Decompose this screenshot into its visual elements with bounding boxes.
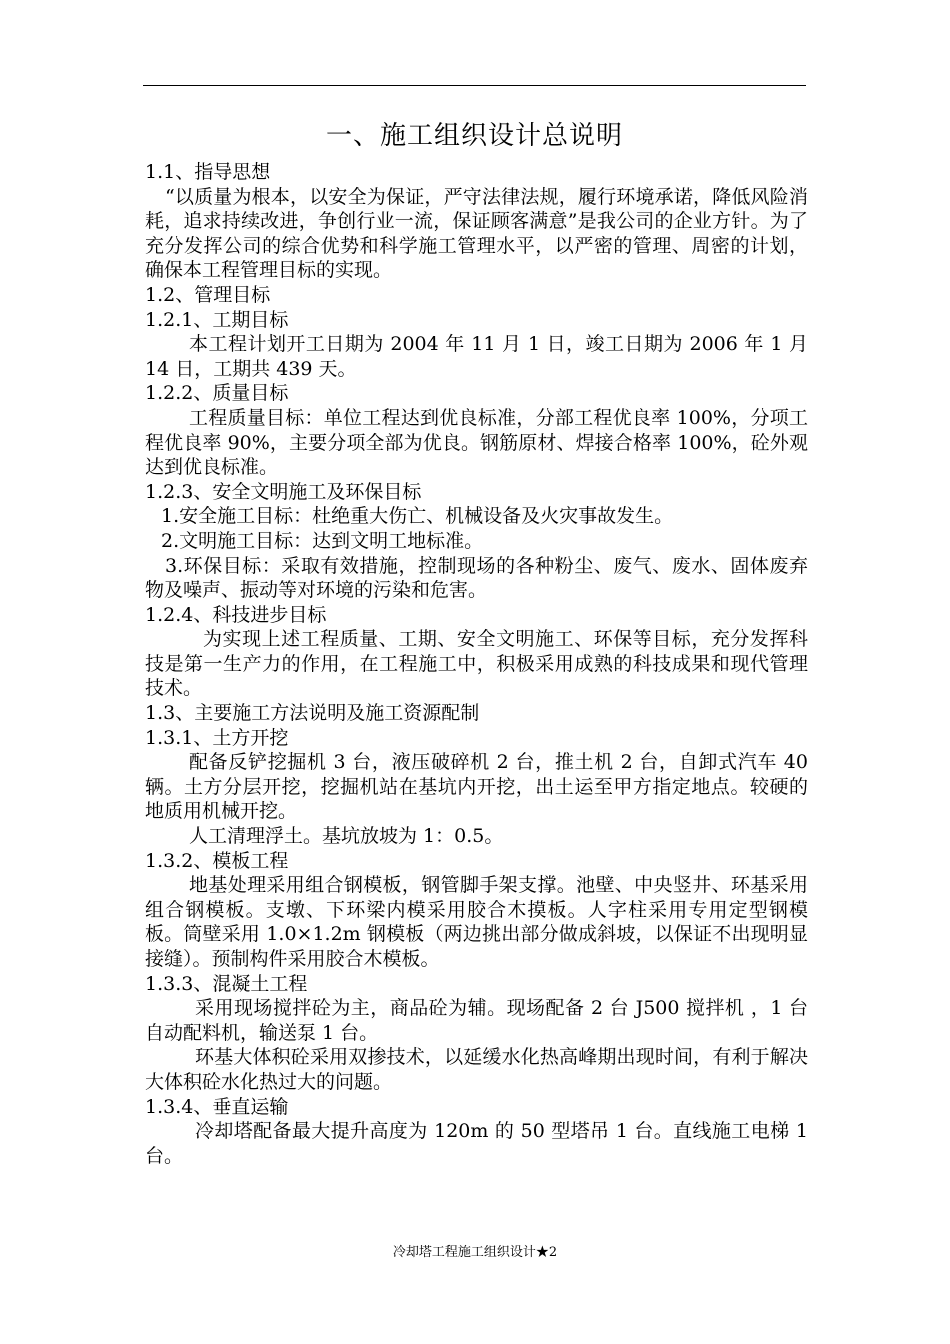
heading-1-2-1: 1.2.1、工期目标: [145, 308, 289, 331]
page-title: 一、施工组织设计总说明: [325, 121, 623, 151]
heading-1-3: 1.3、主要施工方法说明及施工资源配制: [145, 702, 480, 725]
heading-1-3-4: 1.3.4、垂直运输: [145, 1095, 289, 1118]
heading-1-2: 1.2、管理目标: [145, 283, 271, 306]
paragraph-technology: 为实现上述工程质量、工期、安全文明施工、环保等目标，充分发挥科技是第一生产力的作用，在工程施工中，积极采用成熟的科技成果和现代管理技术。: [145, 628, 808, 700]
list-item-civilized: 2.文明施工目标：达到文明工地标准。: [161, 529, 484, 552]
paragraph-concrete: 采用现场搅拌砼为主，商品砼为辅。现场配备 2 台 J500 搅拌机 ，1 台自动配料机，输送泵 1 台。: [145, 997, 808, 1044]
paragraph-formwork: 地基处理采用组合钢模板，钢管脚手架支撑。池壁、中央竖井、环基采用组合钢模板。支墩、下环梁内模采用胶合木摸板。人字柱采用专用定型钢模板。筒壁采用 1.0×1.2m 钢模板（两边挑出部分做成斜坡，以保证不出现明显接缝）。预制构件采用胶合木模板。: [145, 874, 808, 970]
list-item-safety: 1.安全施工目标：杜绝重大伤亡、机械设备及火灾事故发生。: [161, 505, 674, 528]
heading-1-3-2: 1.3.2、模板工程: [145, 849, 289, 872]
paragraph-cleanup: 人工清理浮土。基坑放坡为 1：0.5。: [189, 825, 504, 848]
paragraph-quality: 工程质量目标：单位工程达到优良标准，分部工程优良率 100%，分项工程优良率 90%，主要分项全部为优良。钢筋原材、焊接合格率 100%，砼外观达到优良标准。: [145, 406, 808, 479]
heading-1-3-3: 1.3.3、混凝土工程: [145, 972, 308, 995]
header-rule: [143, 85, 806, 86]
paragraph-excavation: 配备反铲挖掘机 3 台，液压破碎机 2 台，推土机 2 台，自卸式汽车 40 辆。土方分层开挖，挖掘机站在基坑内开挖，出土运至甲方指定地点。较硬的地质用机械开挖。: [145, 751, 808, 823]
list-item-environment: 3.环保目标：采取有效措施，控制现场的各种粉尘、废气、废水、固体废弃物及噪声、振动等对环境的污染和危害。: [145, 554, 808, 602]
heading-1-2-4: 1.2.4、科技进步目标: [145, 603, 327, 626]
paragraph-guiding-principle: “以质量为根本，以安全为保证，严守法律法规，履行环境承诺，降低风险消耗，追求持续改进，争创行业一流，保证顾客满意”是我公司的企业方针。为了充分发挥公司的综合优势和科学施工管理水平，以严密的管理、周密的计划，确保本工程管理目标的实现。: [145, 185, 808, 282]
page-footer: 冷却塔工程施工组织设计★2: [392, 1245, 558, 1260]
heading-1-1: 1.1、指导思想: [145, 161, 271, 183]
paragraph-vertical-transport: 冷却塔配备最大提升高度为 120m 的 50 型塔吊 1 台。直线施工电梯 1 台。: [145, 1120, 808, 1167]
paragraph-schedule: 本工程计划开工日期为 2004 年 11 月 1 日，竣工日期为 2006 年 1 月 14 日，工期共 439 天。: [145, 333, 808, 380]
heading-1-2-3: 1.2.3、安全文明施工及环保目标: [145, 480, 422, 503]
paragraph-mass-concrete: 环基大体积砼采用双掺技术，以延缓水化热高峰期出现时间，有利于解决大体积砼水化热过大的问题。: [145, 1046, 808, 1093]
heading-1-3-1: 1.3.1、土方开挖: [145, 726, 289, 749]
document-body: [145, 160, 808, 1168]
heading-1-2-2: 1.2.2、质量目标: [145, 382, 289, 405]
